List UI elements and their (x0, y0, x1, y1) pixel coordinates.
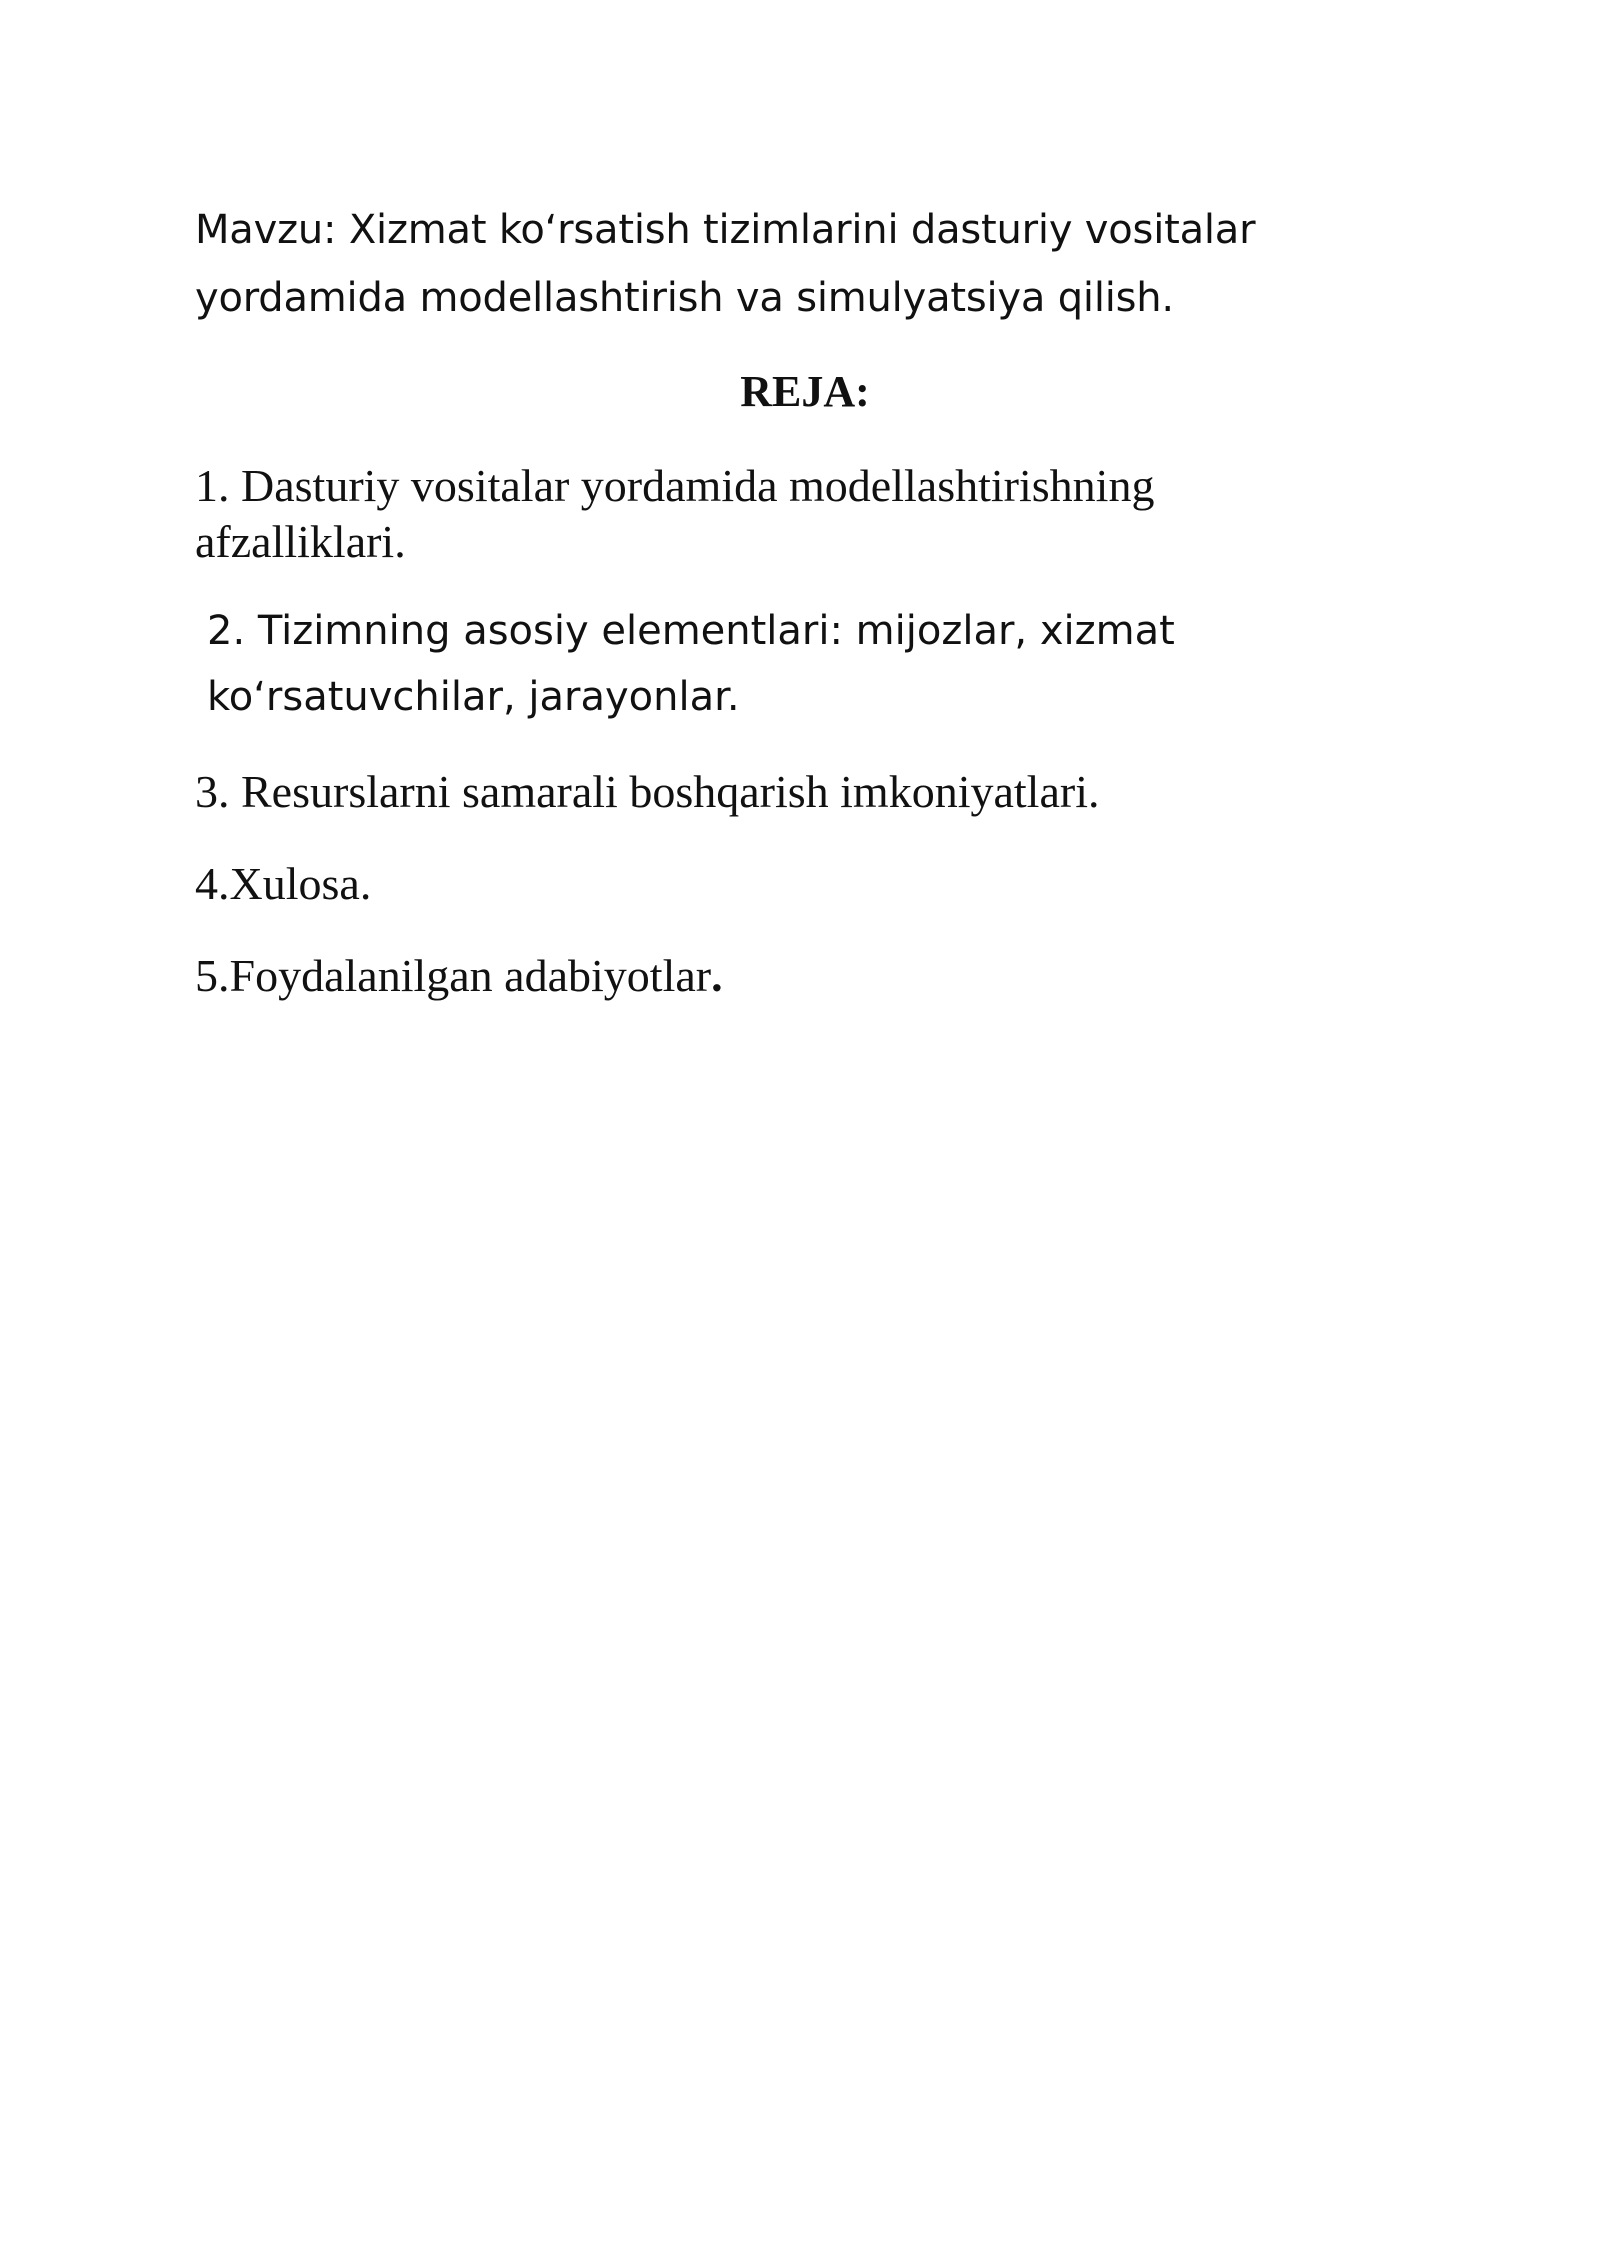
plan-item-2: 2. Tizimning asosiy elementlari: mijozlar, xizmat koʻrsatuvchilar, jarayonlar. (207, 608, 1175, 720)
document-content (195, 196, 1305, 1004)
plan-item-4: 4.Xulosa. (195, 858, 372, 909)
plan-item-1: 1. Dasturiy vositalar yordamida modellashtirishning afzalliklari. (195, 460, 1155, 567)
plan-item-5-period: . (711, 950, 723, 1001)
plan-item-5-text: 5.Foydalanilgan adabiyotlar (195, 950, 712, 1001)
plan-item-5 (195, 948, 1305, 1004)
plan-item-3: 3. Resurslarni samarali boshqarish imkoniyatlari. (195, 766, 1100, 817)
plan-heading: REJA: (740, 367, 870, 416)
document-topic: Mavzu: Xizmat koʻrsatish tizimlarini dasturiy vositalar yordamida modellashtirish va simulyatsiya qilish. (195, 207, 1256, 321)
